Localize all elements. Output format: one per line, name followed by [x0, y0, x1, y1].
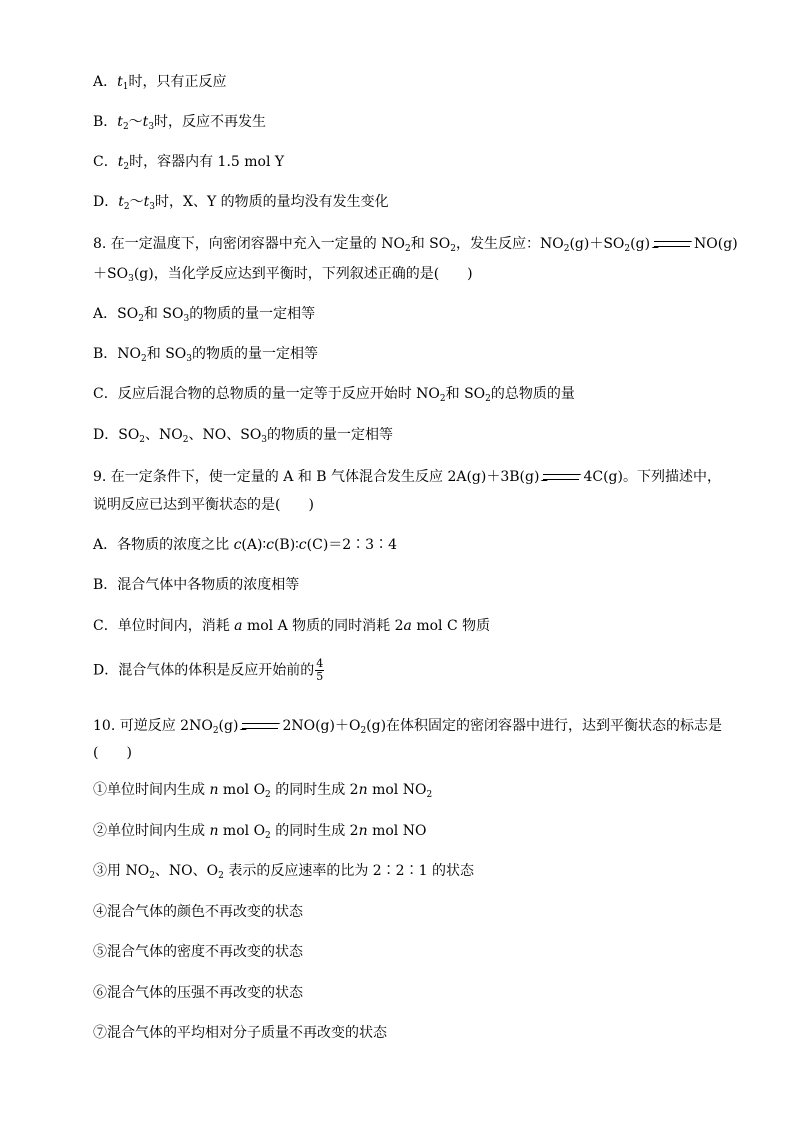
- q7-option-a: A．$t_1$时，只有正反应: [93, 74, 227, 92]
- q10-stem-line2: ( ): [93, 745, 132, 761]
- q8-option-a: A．$SO_2$和 $SO_3$的物质的量一定相等: [93, 306, 316, 324]
- q10-stem-line1: 10. 可逆反应 $2NO_2(g)$ $2NO(g)+O_2(g)$在体积固定的密闭容器中进行，达到平衡状态的标志是: [93, 718, 723, 736]
- q10-statement-4: ④混合气体的颜色不再改变的状态: [93, 904, 303, 920]
- q10-statement-7: ⑦混合气体的平均相对分子质量不再改变的状态: [93, 1025, 387, 1041]
- q7-option-d: D．$t_2\sim t_3$时，X、Y 的物质的量均没有发生变化: [93, 194, 389, 212]
- q8-stem-line1: 8. 在一定温度下，向密闭容器中充入一定量的 $NO_2$和 $SO_2$，发生反应：$NO_2(g)+SO_2(g)$ NO(g): [93, 236, 738, 254]
- equilibrium-arrow-icon: [654, 239, 690, 249]
- equilibrium-arrow-icon: [543, 472, 579, 482]
- equilibrium-arrow-icon: [242, 721, 278, 731]
- q10-statement-2: ②单位时间内生成 n mol $O_2$ 的同时生成 2n mol NO: [93, 823, 427, 841]
- q10-statement-3: ③用 $NO_2$、NO、$O_2$ 表示的反应速率的比为 2∶2∶1 的状态: [93, 863, 474, 881]
- q10-statement-1: ①单位时间内生成 n mol $O_2$ 的同时生成 2n mol $NO_2$: [93, 782, 433, 800]
- q9-stem-line2: 说明反应已达到平衡状态的是( ): [93, 497, 314, 513]
- q8-option-b: B．$NO_2$和 $SO_3$的物质的量一定相等: [93, 346, 319, 364]
- q7-option-b: B．$t_2\sim t_3$时，反应不再发生: [93, 114, 267, 132]
- q9-option-d: D．混合气体的体积是反应开始前的 $\frac{4}{5}$: [93, 657, 324, 683]
- q7-option-c: C．$t_2$时，容器内有 1.5 mol Y: [93, 154, 285, 172]
- q9-option-a: A．各物质的浓度之比 c(A)∶c(B)∶c(C)＝2∶3∶4: [93, 537, 397, 553]
- q10-statement-5: ⑤混合气体的密度不再改变的状态: [93, 944, 303, 960]
- q8-option-c: C．反应后混合物的总物质的量一定等于反应开始时 $NO_2$和 $SO_2$的总物质的量: [93, 386, 575, 404]
- fraction: $\frac{4}{5}$: [316, 657, 324, 683]
- q10-statement-6: ⑥混合气体的压强不再改变的状态: [93, 985, 303, 1001]
- q9-option-c: C．单位时间内，消耗 a mol A 物质的同时消耗 2a mol C 物质: [93, 618, 491, 634]
- q8-stem-line2: $+SO_3(g)$，当化学反应达到平衡时，下列叙述正确的是( ): [93, 266, 473, 284]
- q8-option-d: D．$SO_2$、$NO_2$、NO、$SO_3$的物质的量一定相等: [93, 427, 394, 445]
- q9-stem-line1: 9. 在一定条件下，使一定量的 A 和 B 气体混合发生反应 2A(g)＋3B(g) 4C(g)。下列描述中，: [93, 469, 721, 485]
- q9-option-b: B．混合气体中各物质的浓度相等: [93, 577, 300, 593]
